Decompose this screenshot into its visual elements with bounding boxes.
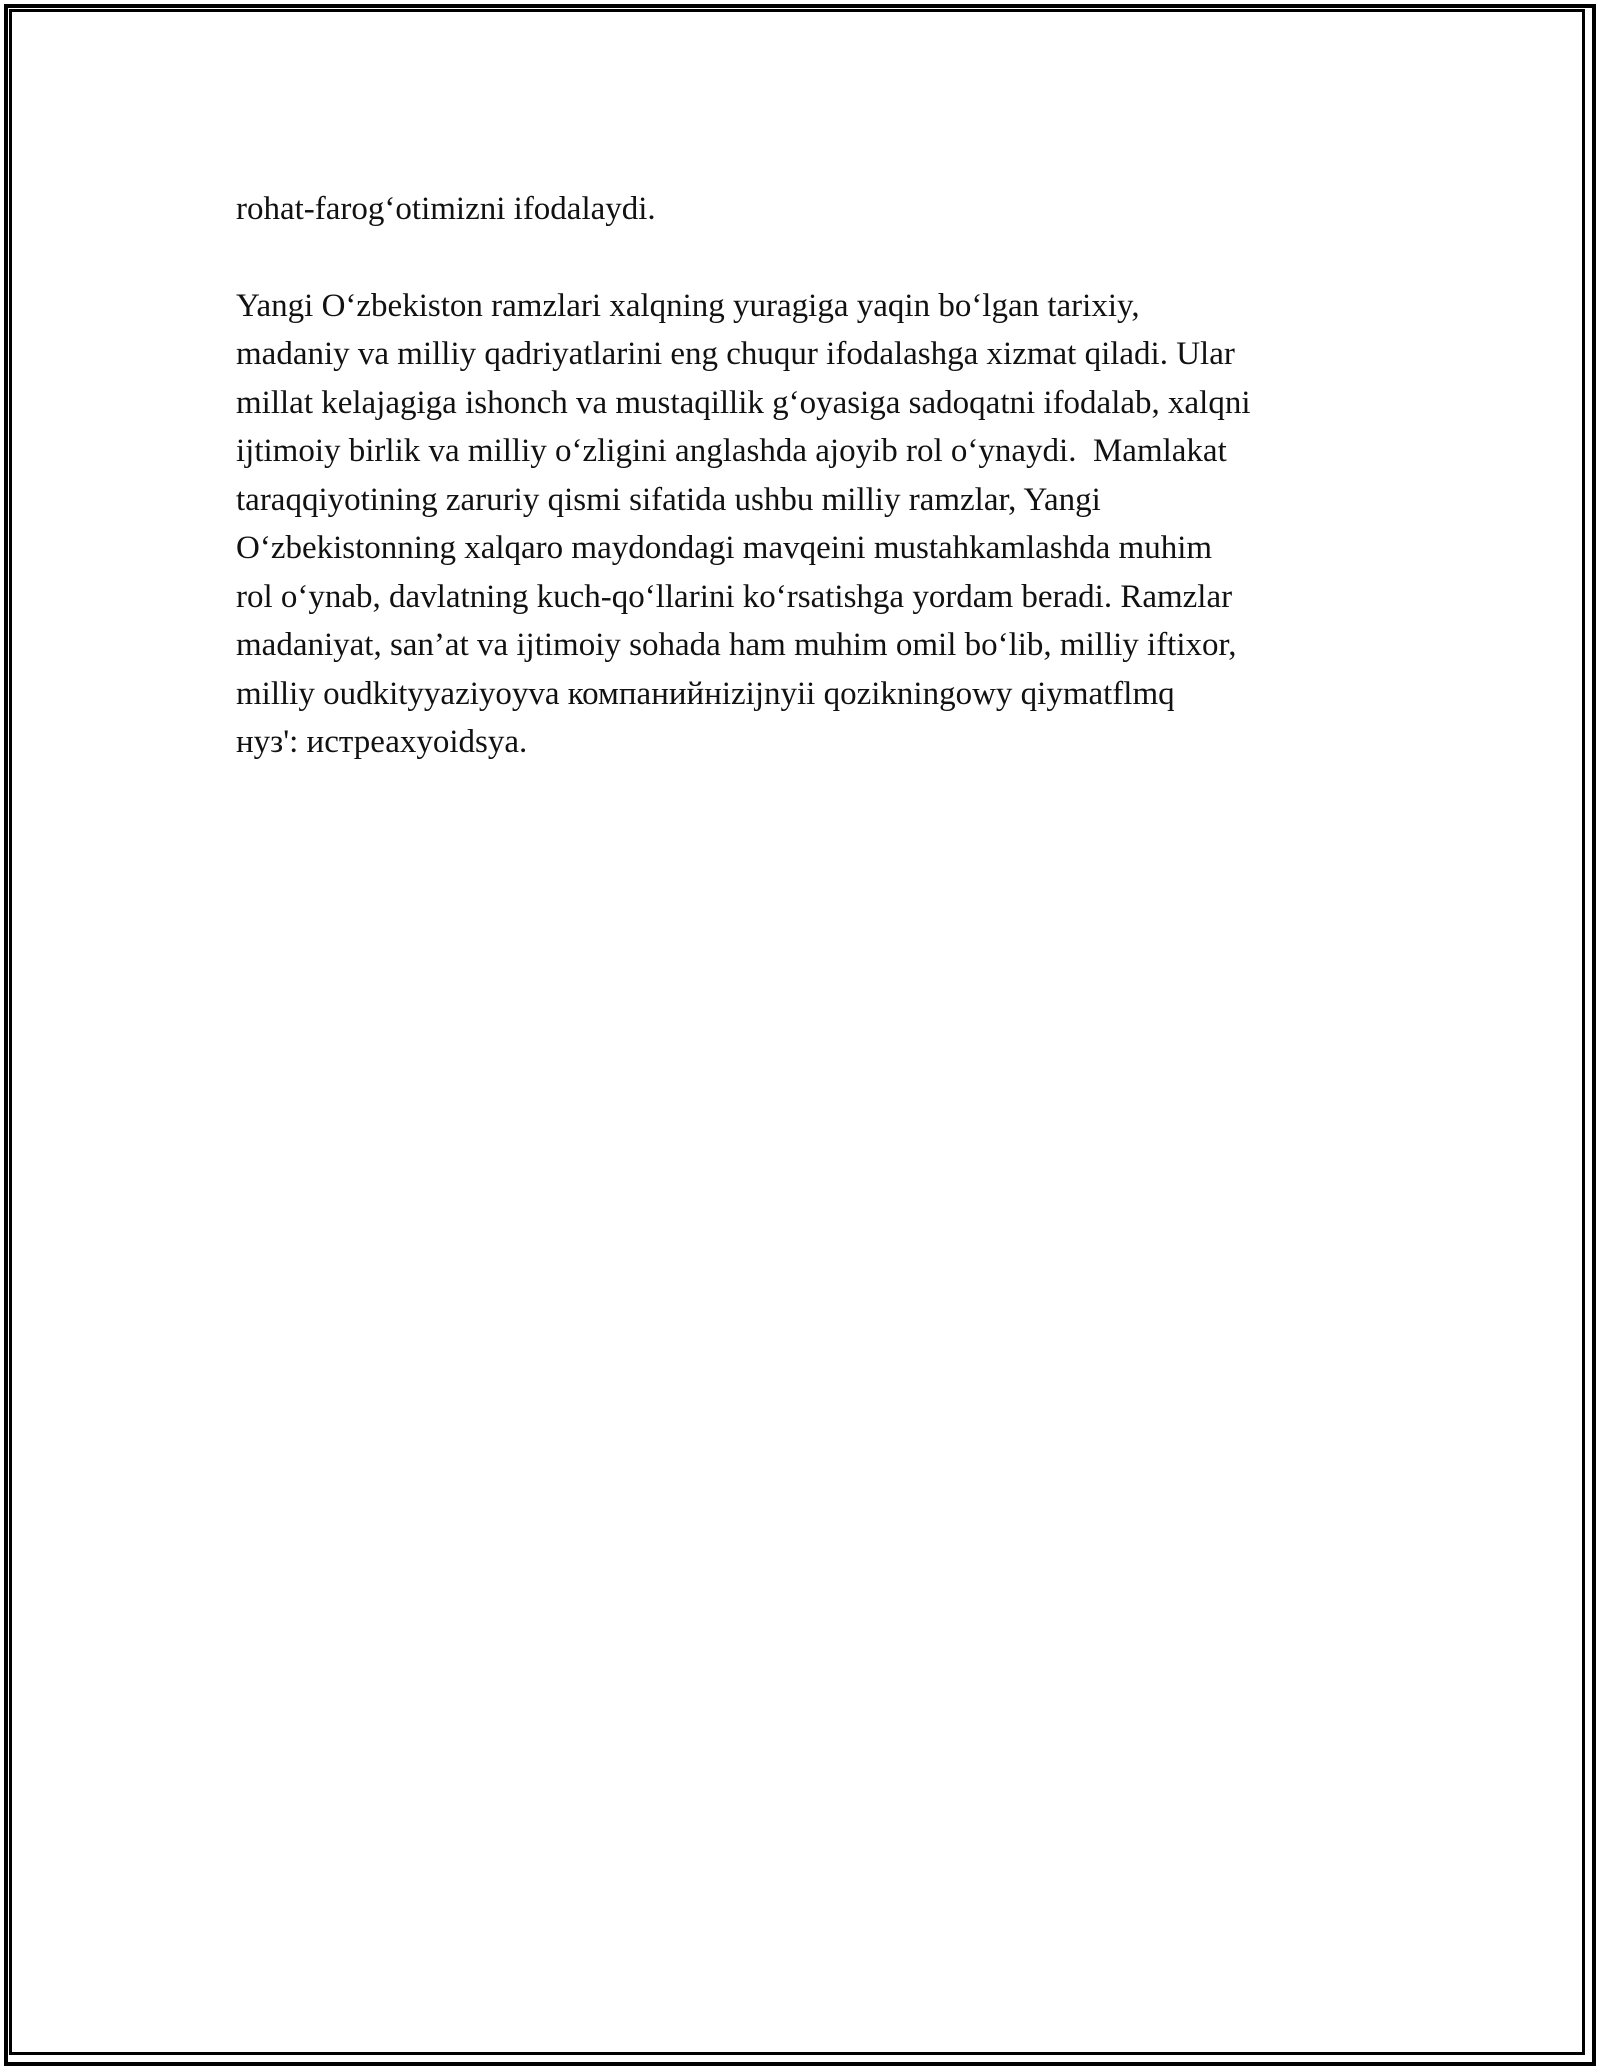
- document-body: [236, 185, 1396, 767]
- text-line: taraqqiyotining zaruriy qismi sifatida ushbu milliy ramzlar, Yangi: [236, 481, 1101, 518]
- text-line: Yangi O‘zbekiston ramzlari xalqning yuragiga yaqin bo‘lgan tarixiy,: [236, 287, 1140, 324]
- paragraph-gap: [236, 234, 1396, 282]
- text-line: ijtimoiy birlik va milliy o‘zligini anglashda ajoyib rol o‘ynaydi. Mamlakat: [236, 433, 1227, 469]
- text-line: O‘zbekistonning xalqaro maydondagi mavqeini mustahkamlashda muhim: [236, 530, 1213, 566]
- text-line: milliy oudkityyaziyoyva компанийнizijnyii qozikningowy qiymatflmq: [236, 675, 1175, 712]
- text-line: madaniyat, san’at va ijtimoiy sohada ham muhim omil bo‘lib, milliy iftixor,: [236, 627, 1237, 663]
- text-line: нуз': истреахyoidsya.: [236, 724, 528, 760]
- paragraph: [236, 282, 1396, 767]
- text-line: millat kelajagiga ishonch va mustaqillik g‘oyasiga sadoqatni ifodalab, xalqni: [236, 384, 1251, 421]
- text-line: madaniy va milliy qadriyatlarini eng chuqur ifodalashga xizmat qiladi. Ular: [236, 336, 1235, 372]
- text-line: rol o‘ynab, davlatning kuch-qo‘llarini ko‘rsatishga yordam beradi. Ramzlar: [236, 578, 1233, 615]
- text-line: rohat-farog‘otimizni ifodalaydi.: [236, 191, 656, 227]
- paragraph: [236, 185, 1396, 234]
